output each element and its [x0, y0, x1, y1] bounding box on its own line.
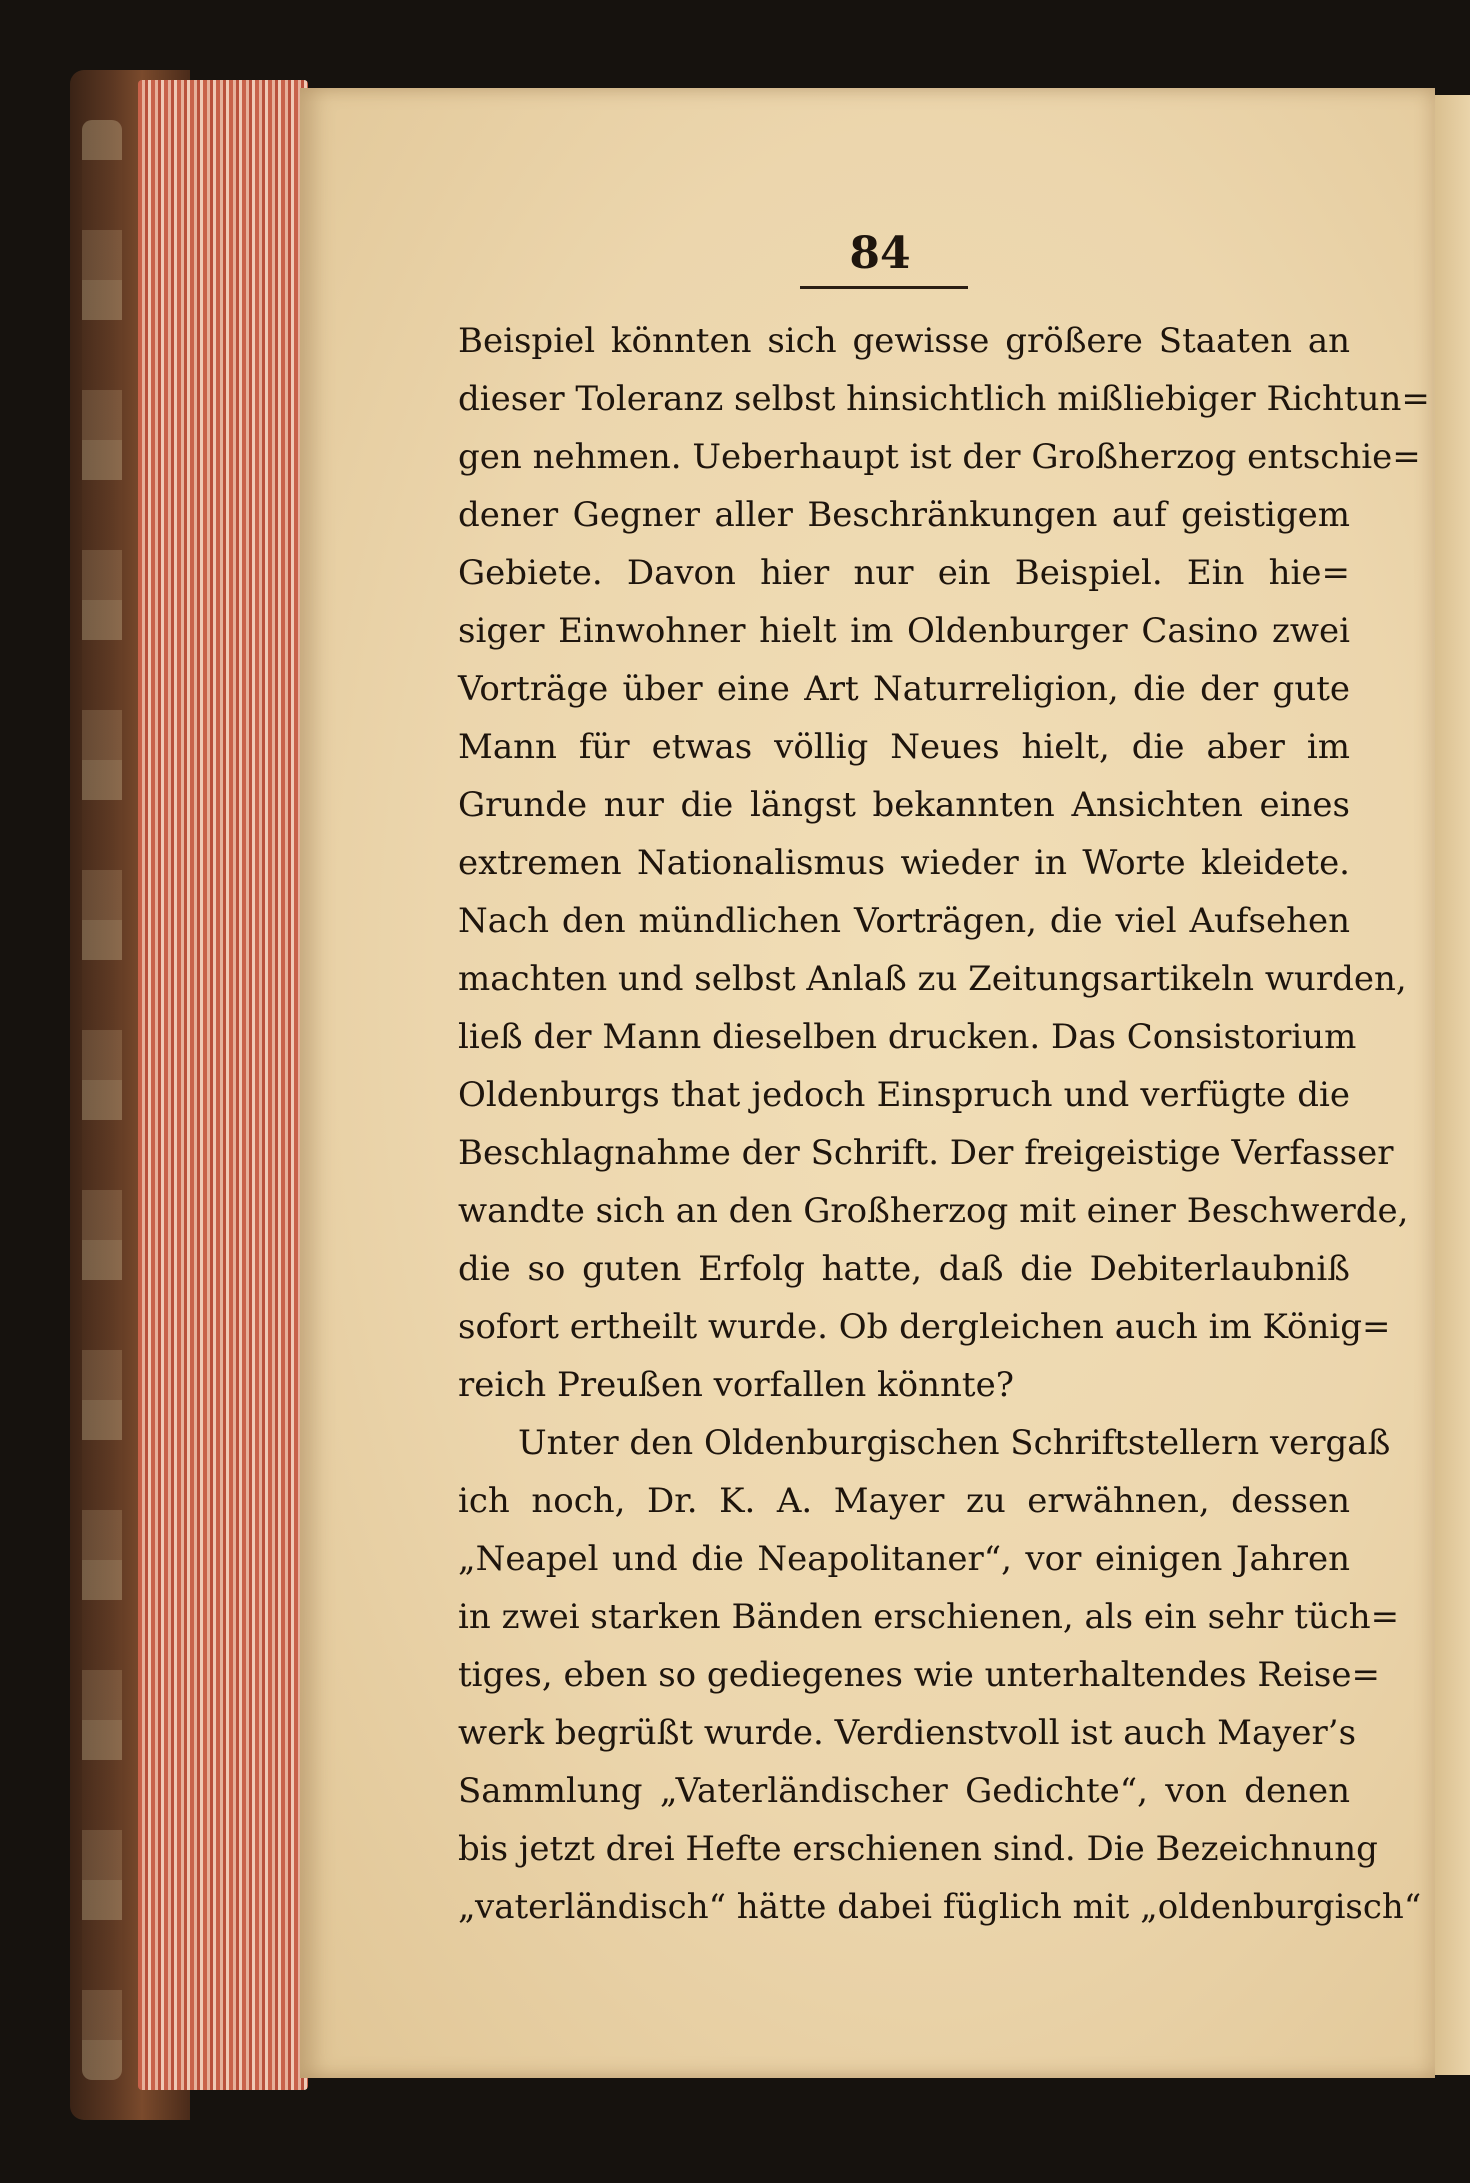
- text-line: Vorträge über eine Art Naturreligion, die der gute: [458, 669, 1350, 709]
- page-edges: [138, 80, 308, 2090]
- text-line: sofort ertheilt wurde. Ob dergleichen auch im König=: [458, 1307, 1391, 1347]
- text-line: dener Gegner aller Beschränkungen auf geistigem: [458, 495, 1350, 535]
- text-line: siger Einwohner hielt im Oldenburger Casino zwei: [458, 611, 1350, 651]
- cover-wear-texture: [82, 120, 122, 2080]
- text-line: gen nehmen. Ueberhaupt ist der Großherzog entschie=: [458, 437, 1421, 477]
- text-line: Grunde nur die längst bekannten Ansichten eines: [458, 785, 1350, 825]
- text-line: die so guten Erfolg hatte, daß die Debiterlaubniß: [458, 1249, 1350, 1289]
- header-rule: [800, 286, 968, 289]
- text-line: extremen Nationalismus wieder in Worte kleidete.: [458, 843, 1350, 883]
- text-line: Beschlagnahme der Schrift. Der freigeistige Verfasser: [458, 1133, 1394, 1173]
- text-line: bis jetzt drei Hefte erschienen sind. Die Bezeichnung: [458, 1829, 1378, 1869]
- text-line: „vaterländisch“ hätte dabei füglich mit „oldenburgisch“: [458, 1887, 1422, 1927]
- text-line: „Neapel und die Neapolitaner“, vor einigen Jahren: [458, 1539, 1350, 1579]
- text-line: reich Preußen vorfallen könnte?: [458, 1365, 1014, 1405]
- text-line: machten und selbst Anlaß zu Zeitungsartikeln wurden,: [458, 959, 1407, 999]
- text-line: in zwei starken Bänden erschienen, als ein sehr tüch=: [458, 1597, 1400, 1637]
- text-line: ließ der Mann dieselben drucken. Das Consistorium: [458, 1017, 1357, 1057]
- adjacent-page: [1435, 95, 1470, 2075]
- text-line: wandte sich an den Großherzog mit einer Beschwerde,: [458, 1191, 1409, 1231]
- text-line: werk begrüßt wurde. Verdienstvoll ist auch Mayer’s: [458, 1713, 1357, 1753]
- text-line: Nach den mündlichen Vorträgen, die viel Aufsehen: [458, 901, 1350, 941]
- text-line: ich noch, Dr. K. A. Mayer zu erwähnen, dessen: [458, 1481, 1350, 1521]
- text-line: Gebiete. Davon hier nur ein Beispiel. Ein hie=: [458, 553, 1350, 593]
- body-text: [458, 312, 1430, 1936]
- text-line: Mann für etwas völlig Neues hielt, die aber im: [458, 727, 1350, 767]
- page-number: 84: [849, 228, 911, 279]
- text-line: Sammlung „Vaterländischer Gedichte“, von denen: [458, 1771, 1350, 1811]
- text-line: Beispiel könnten sich gewisse größere Staaten an: [458, 321, 1350, 361]
- text-line: Oldenburgs that jedoch Einspruch und verfügte die: [458, 1075, 1350, 1115]
- text-line: dieser Toleranz selbst hinsichtlich mißliebiger Richtun=: [458, 379, 1430, 419]
- text-line: tiges, eben so gediegenes wie unterhaltendes Reise=: [458, 1655, 1380, 1695]
- text-line: Unter den Oldenburgischen Schriftstellern vergaß: [518, 1423, 1391, 1463]
